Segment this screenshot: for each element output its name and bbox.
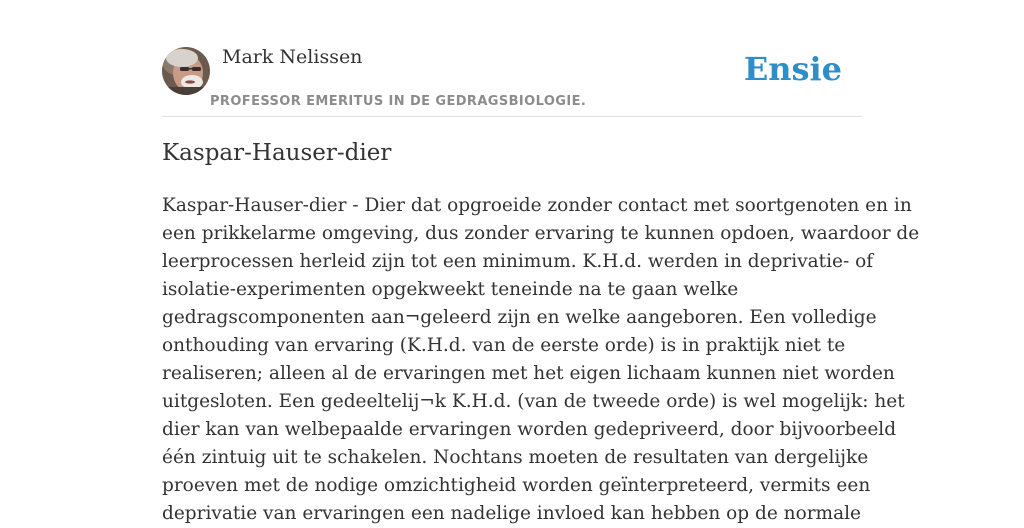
body-line: realiseren; alleen al de ervaringen met het eigen lichaam kunnen niet worden (162, 363, 895, 384)
body-line: deprivatie van ervaringen een nadelige invloed kan hebben op de normale (162, 503, 861, 524)
author-portrait-icon (162, 47, 210, 95)
body-line: leerprocessen herleid zijn tot een minimum. K.H.d. werden in deprivatie- of (162, 251, 874, 272)
body-line: een prikkelarme omgeving, dus zonder ervaring te kunnen opdoen, waardoor de (162, 223, 920, 244)
brand-logo[interactable]: Ensie (743, 50, 842, 88)
body-line: uitgesloten. Een gedeeltelij¬k K.H.d. (van de tweede orde) is wel mogelijk: het (162, 391, 905, 412)
author-name[interactable]: Mark Nelissen (222, 46, 363, 68)
entry-title: Kaspar-Hauser-dier (162, 140, 392, 166)
body-line: Kaspar-Hauser-dier - Dier dat opgroeide zonder contact met soortgenoten en in (162, 195, 912, 216)
author-title: PROFESSOR EMERITUS IN DE GEDRAGSBIOLOGIE. (210, 94, 587, 109)
entry-body (162, 192, 920, 528)
author-header (162, 40, 862, 117)
body-line: dier kan van welbepaalde ervaringen worden gedepriveerd, door bijvoorbeeld (162, 419, 897, 440)
body-line: gedragscomponenten aan¬geleerd zijn en welke aangeboren. Een volledige (162, 307, 877, 328)
body-line: onthouding van ervaring (K.H.d. van de eerste orde) is in praktijk niet te (162, 335, 846, 356)
avatar[interactable] (162, 47, 210, 95)
body-line: isolatie-experimenten opgekweekt teneinde na te gaan welke (162, 279, 739, 300)
body-line: één zintuig uit te schakelen. Nochtans moeten de resultaten van dergelijke (162, 447, 869, 468)
body-line: proeven met de nodige omzichtigheid worden geïnterpreteerd, vermits een (162, 475, 871, 496)
